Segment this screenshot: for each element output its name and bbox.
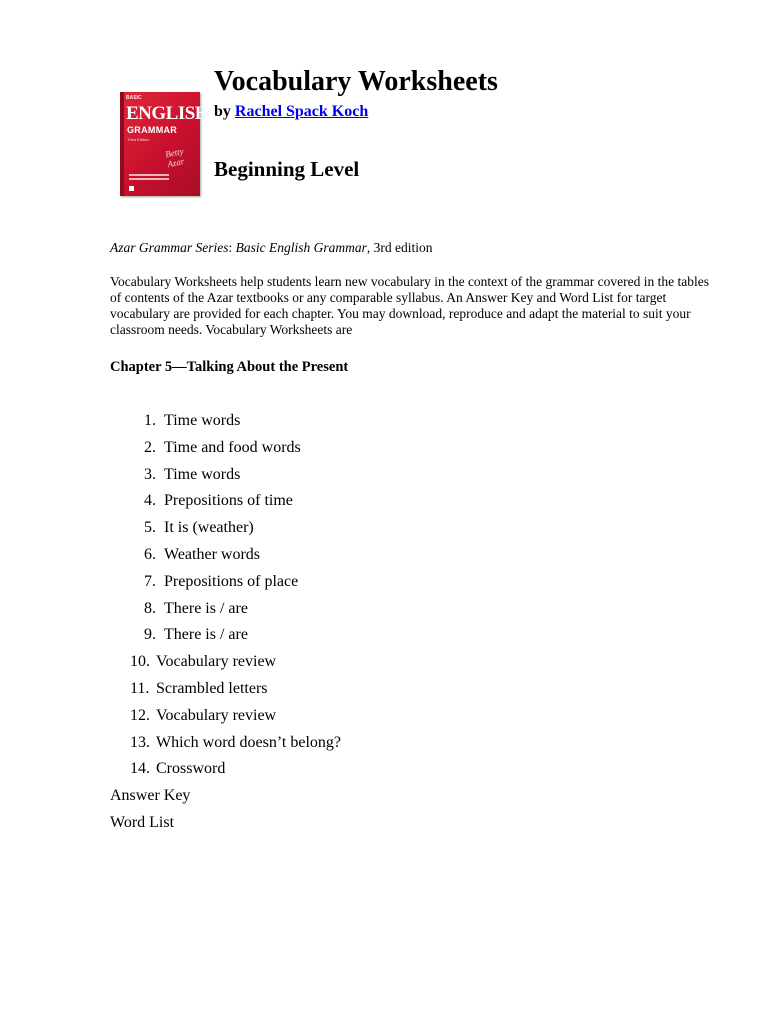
list-item	[110, 515, 341, 542]
item-number: 11.	[130, 679, 150, 697]
level-heading: Beginning Level	[214, 157, 360, 181]
series-separator: :	[228, 240, 236, 255]
item-number: 7.	[144, 572, 156, 590]
item-text: Time words	[164, 412, 241, 429]
item-text: Prepositions of time	[164, 492, 293, 510]
item-number: 3.	[144, 465, 156, 483]
item-text: It is (weather)	[164, 519, 254, 537]
item-number: 14.	[130, 760, 150, 778]
cover-title-line1: ENGLISH	[126, 103, 210, 124]
item-number: 9.	[144, 626, 156, 644]
list-item	[110, 542, 341, 569]
byline	[214, 103, 368, 121]
item-number: 5.	[144, 519, 156, 537]
answer-key-item	[110, 783, 341, 810]
item-number: 1.	[144, 412, 156, 429]
edition-text: , 3rd edition	[366, 240, 433, 255]
item-text: Crossword	[156, 760, 226, 778]
item-text: Scrambled letters	[156, 679, 268, 697]
item-number: 4.	[144, 492, 156, 510]
book-cover-image	[120, 92, 210, 196]
by-label: by	[214, 103, 231, 120]
item-text: Vocabulary review	[156, 653, 277, 671]
item-number: 6.	[144, 545, 156, 563]
item-text: Time words	[164, 465, 241, 483]
item-text: Vocabulary review	[156, 706, 277, 724]
list-item	[110, 569, 341, 596]
item-number: 2.	[144, 438, 156, 456]
list-item	[110, 408, 341, 435]
list-item	[110, 649, 341, 676]
item-text: Prepositions of place	[164, 572, 299, 590]
cover-small-label: BASIC	[126, 95, 142, 101]
book-spine	[120, 92, 124, 196]
list-item	[110, 596, 341, 623]
list-item	[110, 756, 341, 783]
item-text: Which word doesn’t belong?	[156, 733, 341, 751]
cover-title-line2: GRAMMAR	[127, 125, 178, 135]
series-name: Azar Grammar Series	[110, 240, 229, 255]
list-item	[110, 730, 341, 757]
author-link[interactable]: Rachel Spack Koch	[234, 103, 369, 120]
list-item	[110, 676, 341, 703]
item-text: There is / are	[164, 599, 248, 617]
item-text: There is / are	[164, 626, 248, 644]
page-title: Vocabulary Worksheets	[214, 66, 498, 97]
list-item	[110, 488, 341, 515]
list-item	[110, 435, 341, 462]
series-line	[110, 240, 433, 256]
list-item	[110, 703, 341, 730]
item-number: 13.	[130, 733, 150, 751]
contents-list	[110, 408, 341, 837]
item-number: 12.	[130, 706, 150, 724]
list-item	[110, 622, 341, 649]
cover-authors-block	[129, 174, 169, 184]
item-number: 10.	[130, 653, 150, 671]
item-text: Time and food words	[164, 438, 301, 456]
cover-signature: Betty Azar	[164, 145, 186, 170]
publisher-logo-icon	[129, 186, 134, 191]
book-name: Basic English Grammar	[235, 240, 367, 255]
cover-edition-label: Third Edition	[127, 137, 150, 142]
intro-paragraph: Vocabulary Worksheets help students learn new vocabulary in the context of the grammar covered in the tables of contents of the Azar textbooks or any comparable syllabus. An Answer Key and Word List for target vocabulary are provided for each chapter. You may download, reproduce and adapt the material to suit your classroom needs. Vocabulary Worksheets are	[110, 274, 709, 337]
word-list-item	[110, 810, 341, 837]
list-item	[110, 462, 341, 489]
word-list-text: Word List	[110, 813, 175, 831]
item-number: 8.	[144, 599, 156, 617]
answer-key-text: Answer Key	[110, 787, 191, 805]
chapter-heading: Chapter 5—Talking About the Present	[110, 359, 349, 375]
item-text: Weather words	[164, 545, 261, 563]
